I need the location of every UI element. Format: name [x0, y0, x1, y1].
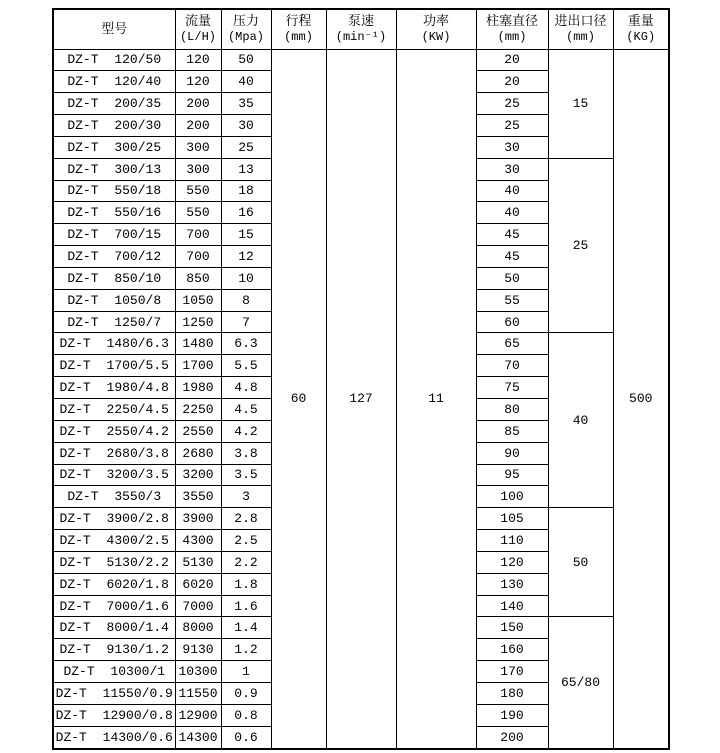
col-header-unit: (min⁻¹) [335, 30, 387, 45]
pressure-cell: 40 [221, 71, 271, 93]
col-header-flow [175, 9, 221, 49]
col-header-stroke [271, 9, 326, 49]
plunger-cell: 120 [476, 551, 548, 573]
plunger-cell: 190 [476, 704, 548, 726]
flow-cell: 7000 [175, 595, 221, 617]
plunger-cell: 85 [476, 420, 548, 442]
flow-cell: 120 [175, 71, 221, 93]
col-header-name: 泵速 [347, 14, 374, 30]
pressure-cell: 10 [221, 267, 271, 289]
inlet-outlet-cell: 40 [548, 333, 613, 508]
col-header-unit: (L/H) [179, 30, 216, 45]
plunger-cell: 110 [476, 530, 548, 552]
table-body [53, 49, 669, 749]
model-cell: DZ-T 300/13 [53, 158, 175, 180]
inlet-outlet-cell: 25 [548, 158, 613, 333]
plunger-cell: 70 [476, 355, 548, 377]
model-cell: DZ-T 1480/6.3 [53, 333, 175, 355]
flow-cell: 200 [175, 115, 221, 137]
flow-cell: 5130 [175, 551, 221, 573]
pressure-cell: 6.3 [221, 333, 271, 355]
plunger-cell: 65 [476, 333, 548, 355]
pressure-cell: 8 [221, 289, 271, 311]
model-cell: DZ-T 1050/8 [53, 289, 175, 311]
model-cell: DZ-T 4300/2.5 [53, 530, 175, 552]
plunger-cell: 40 [476, 202, 548, 224]
model-cell: DZ-T 3900/2.8 [53, 508, 175, 530]
pressure-cell: 12 [221, 246, 271, 268]
plunger-cell: 25 [476, 115, 548, 137]
col-header-plunger [476, 9, 548, 49]
pressure-cell: 50 [221, 49, 271, 71]
pressure-cell: 35 [221, 93, 271, 115]
pressure-cell: 30 [221, 115, 271, 137]
flow-cell: 14300 [175, 726, 221, 749]
pressure-cell: 0.6 [221, 726, 271, 749]
pressure-cell: 1.6 [221, 595, 271, 617]
pressure-cell: 4.5 [221, 399, 271, 421]
plunger-cell: 95 [476, 464, 548, 486]
flow-cell: 3550 [175, 486, 221, 508]
plunger-cell: 170 [476, 661, 548, 683]
pressure-cell: 18 [221, 180, 271, 202]
pressure-cell: 15 [221, 224, 271, 246]
flow-cell: 11550 [175, 682, 221, 704]
flow-cell: 550 [175, 202, 221, 224]
pressure-cell: 1.2 [221, 639, 271, 661]
flow-cell: 120 [175, 49, 221, 71]
plunger-cell: 150 [476, 617, 548, 639]
plunger-cell: 60 [476, 311, 548, 333]
model-cell: DZ-T 14300/0.6 [53, 726, 175, 749]
col-header-unit: (KW) [421, 30, 451, 45]
stroke-cell: 60 [271, 49, 326, 749]
pressure-cell: 1.4 [221, 617, 271, 639]
pressure-cell: 2.8 [221, 508, 271, 530]
plunger-cell: 25 [476, 93, 548, 115]
plunger-cell: 105 [476, 508, 548, 530]
pressure-cell: 16 [221, 202, 271, 224]
col-header-unit: (mm) [284, 30, 313, 45]
plunger-cell: 45 [476, 246, 548, 268]
inlet-outlet-cell: 65/80 [548, 617, 613, 749]
model-cell: DZ-T 120/50 [53, 49, 175, 71]
plunger-cell: 90 [476, 442, 548, 464]
col-header-unit: (KG) [626, 30, 656, 45]
col-header-unit: (mm) [497, 30, 527, 45]
plunger-cell: 130 [476, 573, 548, 595]
pump-spec-table [52, 8, 670, 750]
flow-cell: 300 [175, 158, 221, 180]
plunger-cell: 55 [476, 289, 548, 311]
model-cell: DZ-T 3200/3.5 [53, 464, 175, 486]
inlet-outlet-cell: 15 [548, 49, 613, 158]
model-cell: DZ-T 700/12 [53, 246, 175, 268]
model-cell: DZ-T 550/18 [53, 180, 175, 202]
model-cell: DZ-T 120/40 [53, 71, 175, 93]
plunger-cell: 160 [476, 639, 548, 661]
flow-cell: 200 [175, 93, 221, 115]
col-header-model [53, 9, 175, 49]
flow-cell: 1250 [175, 311, 221, 333]
model-cell: DZ-T 700/15 [53, 224, 175, 246]
flow-cell: 4300 [175, 530, 221, 552]
flow-cell: 2250 [175, 399, 221, 421]
plunger-cell: 30 [476, 158, 548, 180]
model-cell: DZ-T 200/35 [53, 93, 175, 115]
pressure-cell: 3.5 [221, 464, 271, 486]
model-cell: DZ-T 1980/4.8 [53, 377, 175, 399]
plunger-cell: 20 [476, 71, 548, 93]
pressure-cell: 1.8 [221, 573, 271, 595]
plunger-cell: 100 [476, 486, 548, 508]
flow-cell: 10300 [175, 661, 221, 683]
flow-cell: 700 [175, 224, 221, 246]
col-header-name: 行程 [285, 14, 312, 30]
model-cell: DZ-T 10300/1 [53, 661, 175, 683]
col-header-name: 功率 [422, 14, 449, 30]
plunger-cell: 45 [476, 224, 548, 246]
pressure-cell: 0.8 [221, 704, 271, 726]
flow-cell: 550 [175, 180, 221, 202]
power-cell: 11 [396, 49, 476, 749]
model-cell: DZ-T 850/10 [53, 267, 175, 289]
pressure-cell: 0.9 [221, 682, 271, 704]
pressure-cell: 13 [221, 158, 271, 180]
plunger-cell: 140 [476, 595, 548, 617]
col-header-weight [613, 9, 669, 49]
pressure-cell: 2.2 [221, 551, 271, 573]
plunger-cell: 40 [476, 180, 548, 202]
plunger-cell: 50 [476, 267, 548, 289]
flow-cell: 850 [175, 267, 221, 289]
flow-cell: 6020 [175, 573, 221, 595]
pressure-cell: 3 [221, 486, 271, 508]
flow-cell: 1980 [175, 377, 221, 399]
flow-cell: 300 [175, 136, 221, 158]
pressure-cell: 7 [221, 311, 271, 333]
pressure-cell: 3.8 [221, 442, 271, 464]
model-cell: DZ-T 8000/1.4 [53, 617, 175, 639]
flow-cell: 9130 [175, 639, 221, 661]
model-cell: DZ-T 9130/1.2 [53, 639, 175, 661]
flow-cell: 8000 [175, 617, 221, 639]
table-row [53, 49, 669, 71]
model-cell: DZ-T 2550/4.2 [53, 420, 175, 442]
col-header-inlet_outlet [548, 9, 613, 49]
model-cell: DZ-T 200/30 [53, 115, 175, 137]
flow-cell: 1480 [175, 333, 221, 355]
col-header-name: 型号 [101, 21, 128, 37]
pressure-cell: 5.5 [221, 355, 271, 377]
model-cell: DZ-T 3550/3 [53, 486, 175, 508]
flow-cell: 3200 [175, 464, 221, 486]
col-header-name: 重量 [627, 14, 654, 30]
model-cell: DZ-T 1700/5.5 [53, 355, 175, 377]
inlet-outlet-cell: 50 [548, 508, 613, 617]
pressure-cell: 2.5 [221, 530, 271, 552]
col-header-name: 流量 [184, 14, 211, 30]
flow-cell: 1050 [175, 289, 221, 311]
speed-cell: 127 [326, 49, 396, 749]
flow-cell: 700 [175, 246, 221, 268]
model-cell: DZ-T 11550/0.9 [53, 682, 175, 704]
model-cell: DZ-T 2680/3.8 [53, 442, 175, 464]
col-header-power [396, 9, 476, 49]
pressure-cell: 4.2 [221, 420, 271, 442]
flow-cell: 1700 [175, 355, 221, 377]
flow-cell: 3900 [175, 508, 221, 530]
plunger-cell: 200 [476, 726, 548, 749]
model-cell: DZ-T 550/16 [53, 202, 175, 224]
plunger-cell: 20 [476, 49, 548, 71]
plunger-cell: 80 [476, 399, 548, 421]
col-header-name: 进出口径 [554, 14, 607, 30]
col-header-unit: (Mpa) [227, 30, 264, 45]
pressure-cell: 25 [221, 136, 271, 158]
model-cell: DZ-T 2250/4.5 [53, 399, 175, 421]
model-cell: DZ-T 300/25 [53, 136, 175, 158]
weight-cell: 500 [613, 49, 669, 749]
flow-cell: 2550 [175, 420, 221, 442]
model-cell: DZ-T 6020/1.8 [53, 573, 175, 595]
flow-cell: 2680 [175, 442, 221, 464]
pressure-cell: 4.8 [221, 377, 271, 399]
model-cell: DZ-T 12900/0.8 [53, 704, 175, 726]
model-cell: DZ-T 7000/1.6 [53, 595, 175, 617]
col-header-name: 压力 [232, 14, 259, 30]
col-header-pressure [221, 9, 271, 49]
plunger-cell: 75 [476, 377, 548, 399]
plunger-cell: 30 [476, 136, 548, 158]
flow-cell: 12900 [175, 704, 221, 726]
plunger-cell: 180 [476, 682, 548, 704]
col-header-speed [326, 9, 396, 49]
header-row [53, 9, 669, 49]
pressure-cell: 1 [221, 661, 271, 683]
model-cell: DZ-T 1250/7 [53, 311, 175, 333]
model-cell: DZ-T 5130/2.2 [53, 551, 175, 573]
col-header-unit: (mm) [566, 30, 595, 45]
col-header-name: 柱塞直径 [485, 14, 538, 30]
